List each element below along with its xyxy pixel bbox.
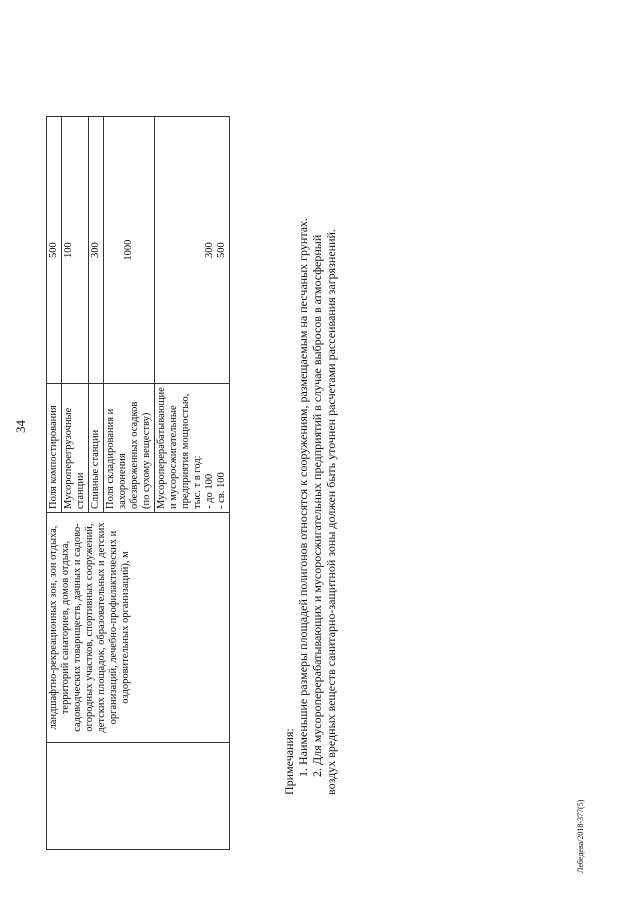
object-cell (62, 384, 89, 513)
object-sub-label: - до 100 (204, 473, 215, 509)
object-label: Поля компостирования (48, 405, 59, 509)
distance-value: 300 (90, 242, 101, 258)
sanitary-zone-table (46, 116, 230, 850)
note-item: 2. Для мусороперерабатывающих и мусоросжигательных предприятий в случае выбросов в атмосферный (310, 234, 324, 777)
empty-cell (47, 743, 230, 850)
note-item: воздух вредных веществ санитарно-защитной зоны должен быть уточнен расчетами рассеивания загрязнений. (324, 229, 338, 795)
object-label: Мусороперегрузочные станции (63, 407, 86, 509)
zone-description-text: ландшафтно-рекреационных зон, зон отдыха, территорий санаториев, домов отдыха, садоводческих товариществ, дачных и садово-огородных участков, спортивных сооружений, детских площадок, образовательных и детских организаций, лечебно-профилактических и оздоровительных организаций), м (48, 522, 131, 733)
distance-value: 500 (216, 242, 227, 258)
object-cell (104, 384, 155, 513)
distance-cell (47, 117, 62, 384)
object-cell (47, 384, 62, 513)
distance-value: 1000 (123, 239, 134, 261)
object-label: Поля складирования и захоронения обезвреженных осадков (по сухому веществу) (105, 401, 152, 509)
object-label: Сливные станции (90, 429, 101, 509)
page-number: 34 (13, 420, 28, 433)
notes-block (282, 55, 338, 795)
notes-title: Примечания: (282, 728, 296, 795)
distance-cell (89, 117, 104, 384)
object-cell (155, 384, 230, 513)
note-item: 1. Наименьшие размеры площадей полигонов относятся к сооружениям, размещаемым на песчаных грунтах. (296, 217, 310, 777)
object-sub-label: - св. 100 (216, 472, 227, 509)
distance-cell (62, 117, 89, 384)
distance-cell (104, 117, 155, 384)
object-label: Мусороперерабатывающие и мусоросжигательные предприятия мощностью, тыс. т в год: (156, 387, 203, 509)
distance-cell (155, 117, 230, 384)
distance-value: 100 (63, 242, 74, 258)
table-row (47, 117, 62, 850)
distance-value: 500 (48, 242, 59, 258)
distance-value: 300 (204, 242, 215, 258)
zone-description-cell (47, 513, 230, 743)
document-stamp: Лебедева/2018-377(5) (576, 799, 585, 873)
object-cell (89, 384, 104, 513)
